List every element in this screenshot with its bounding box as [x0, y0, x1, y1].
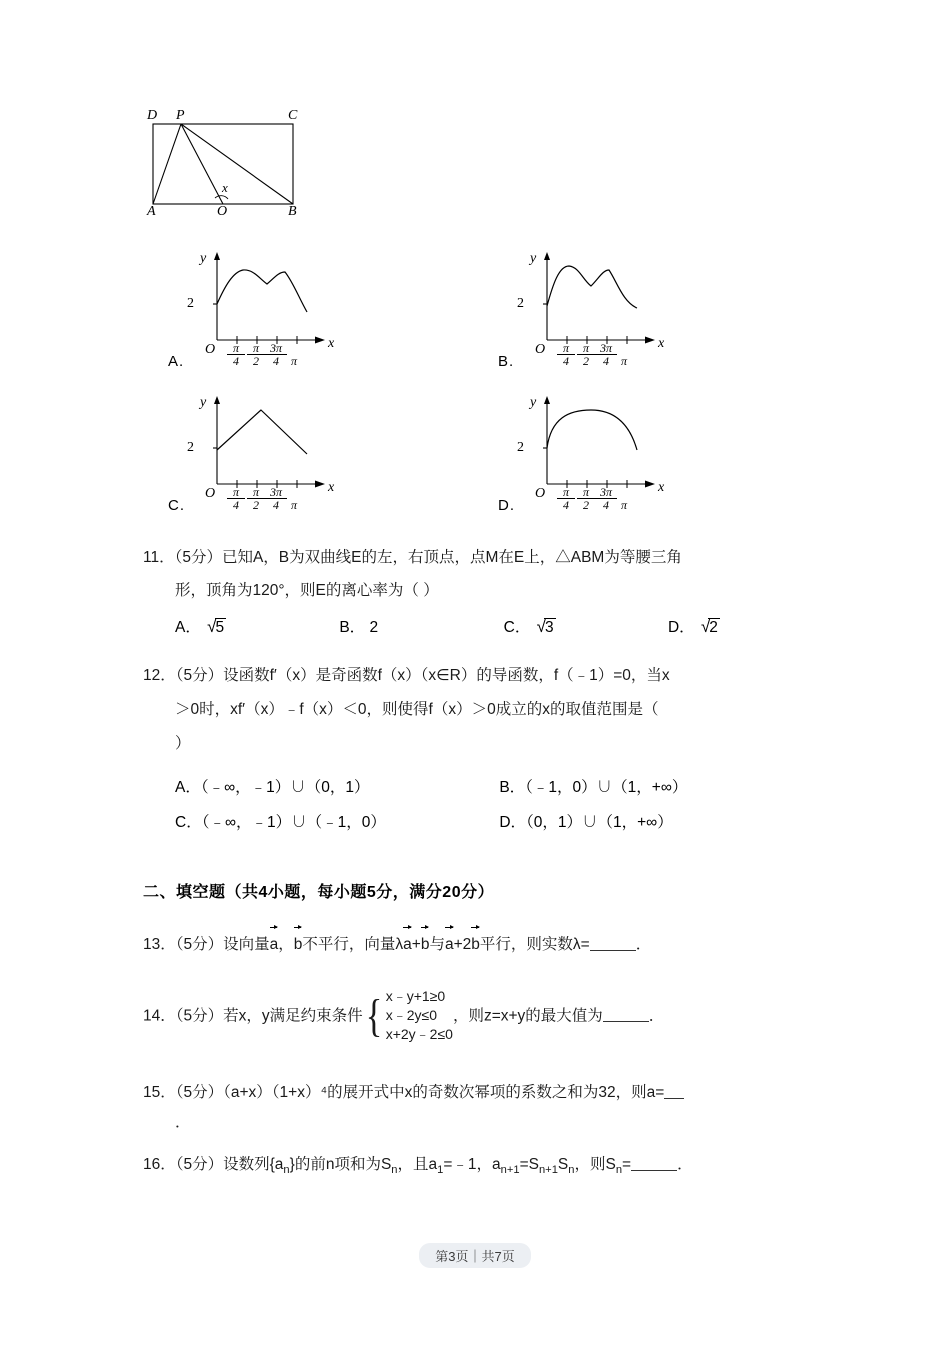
option-d-tick-pi-over-2: π 2: [577, 486, 595, 511]
option-a-tick-pi-over-2: π 2: [247, 342, 265, 367]
q12-choice-d: D．（0，1）∪（1，+∞）: [499, 814, 673, 831]
q11-choice-c-radical: √3: [536, 617, 554, 636]
q12-choice-a: A．（﹣∞，﹣1）∪（0，1）: [175, 779, 370, 796]
option-a-origin-label: O: [205, 342, 216, 357]
vector-a-1: a: [270, 928, 279, 960]
option-b-tick-pi: π: [621, 354, 628, 368]
question-11-choices: [175, 615, 818, 637]
option-a-y-label: y: [200, 251, 207, 266]
answer-blank-16[interactable]: [631, 1155, 677, 1171]
option-d-two-label: 2: [517, 440, 524, 455]
option-graph-a: [165, 248, 485, 378]
option-a-tick-pi-over-4: π 4: [227, 342, 245, 367]
option-c-tick-3pi-over-4: 3π 4: [265, 486, 287, 511]
figure-label-P: P: [176, 108, 185, 123]
question-15-line-2: ．: [175, 1114, 191, 1131]
q12-choice-c: C．（﹣∞，﹣1）∪（﹣1，0）: [175, 814, 386, 831]
question-13: 13．（5分）设向量a，b不平行，向量λa+b与a+2b平行，则实数λ= ．: [143, 928, 651, 960]
option-c-letter: C.: [168, 497, 185, 514]
option-c-tick-pi-over-2: π 2: [247, 486, 265, 511]
question-14: 14．（5分）若x，y满足约束条件 { x﹣y+1≥0 x﹣2y≤0 x+2y﹣2≤0 ，则z=x+y的最大值为 ．: [143, 988, 665, 1042]
option-c-origin-label: O: [205, 486, 216, 501]
option-c-tick-pi: π: [291, 498, 298, 512]
vector-a-3: a: [445, 928, 454, 960]
option-c-two-label: 2: [187, 440, 194, 455]
question-12-line-1: 12．（5分）设函数f′（x）是奇函数f（x）（x∈R）的导函数，f（﹣1）=0，当x: [143, 667, 670, 684]
q11-choice-d-radical: √2: [700, 617, 718, 636]
question-12-line-3: ）: [175, 735, 191, 752]
option-a-tick-pi: π: [291, 354, 298, 368]
option-d-x-label: x: [658, 480, 665, 495]
inequality-system: [363, 987, 453, 1044]
option-d-y-label: y: [530, 395, 537, 410]
option-d-letter: D.: [498, 497, 515, 514]
vector-b-1: b: [294, 928, 303, 960]
option-graph-b: [495, 248, 815, 378]
geometry-figure: [145, 108, 365, 232]
answer-blank-13[interactable]: [590, 935, 636, 951]
sub-n-plus-1: n+1: [500, 1164, 520, 1177]
option-c-tick-pi-over-4: π 4: [227, 486, 245, 511]
figure-label-D: D: [147, 108, 158, 123]
option-b-svg: [525, 248, 715, 363]
section-2-title: 二、填空题（共4小题，每小题5分，满分20分）: [143, 884, 495, 901]
answer-blank-14[interactable]: [603, 1006, 649, 1022]
q11-choice-c: C． √3: [503, 617, 554, 636]
vector-b-3: b: [471, 928, 480, 960]
option-c-svg: [195, 392, 385, 507]
option-b-tick-3pi-over-4: 3π 4: [595, 342, 617, 367]
inequality-2: x﹣2y≤0: [385, 1007, 437, 1023]
option-d-tick-pi-over-4: π 4: [557, 486, 575, 511]
option-a-letter: A.: [168, 353, 185, 370]
question-11-line-2: 形，顶角为120°，则E的离心率为（ ）: [175, 582, 439, 599]
question-12-choices-row-1: [175, 775, 687, 797]
option-b-tick-pi-over-4: π 4: [557, 342, 575, 367]
option-a-two-label: 2: [187, 296, 194, 311]
question-12-line-2: ＞0时，xf′（x）﹣f（x）＜0，则使得f（x）＞0成立的x的取值范围是（: [175, 701, 659, 718]
option-a-x-label: x: [328, 336, 335, 351]
option-b-origin-label: O: [535, 342, 546, 357]
q12-choice-b: B．（﹣1，0）∪（1，+∞）: [499, 779, 688, 796]
q11-choice-d: D． √2: [667, 617, 718, 636]
sub-n-plus-1-b: n+1: [538, 1164, 558, 1177]
option-graph-c: [165, 392, 485, 522]
sub-n-2: n: [391, 1164, 398, 1177]
figure-label-x: x: [222, 180, 228, 195]
option-a-svg: [195, 248, 385, 363]
sub-n-4: n: [615, 1164, 623, 1177]
figure-label-A: A: [147, 204, 156, 219]
figure-label-C: C: [288, 108, 298, 123]
vector-b-2: b: [421, 928, 430, 960]
option-b-letter: B.: [498, 353, 515, 370]
sub-1: 1: [437, 1164, 444, 1177]
question-15-line-1: [143, 1078, 684, 1108]
option-b-x-label: x: [658, 336, 665, 351]
q11-choice-b: B． 2: [339, 619, 379, 636]
q11-choice-a-radical: √5: [207, 617, 225, 636]
question-16: 16．（5分）设数列$\{a_n\}$的前n项和为$S_n$，且$a_1=﹣1$，$a_{n+1}=S_{n+1}S_n$，则$S_n=$ ．: [143, 1156, 693, 1177]
sub-n-1: n: [283, 1164, 290, 1177]
option-d-tick-pi: π: [621, 498, 628, 512]
page-footer: [0, 1243, 950, 1268]
option-a-tick-3pi-over-4: 3π 4: [265, 342, 287, 367]
geometry-figure-svg: [145, 112, 365, 232]
option-b-y-label: y: [530, 251, 537, 266]
answer-blank-15[interactable]: [664, 1083, 684, 1099]
option-d-svg: [525, 392, 715, 507]
option-c-x-label: x: [328, 480, 335, 495]
option-d-origin-label: O: [535, 486, 546, 501]
option-graph-d: [495, 392, 815, 522]
question-15-text: 15．（5分）（a+x）（1+x）⁴的展开式中x的奇数次幂项的系数之和为32，则a=: [143, 1084, 665, 1101]
inequality-3: x+2y﹣2≤0: [385, 1026, 453, 1042]
option-b-tick-pi-over-2: π 2: [577, 342, 595, 367]
q11-choice-a: A． √5: [175, 617, 225, 636]
figure-label-B: B: [288, 204, 297, 219]
figure-label-O: O: [217, 204, 228, 219]
page-number: 第3页｜共7页: [419, 1243, 530, 1268]
option-c-y-label: y: [200, 395, 207, 410]
option-b-two-label: 2: [517, 296, 524, 311]
question-11-line-1: 11．（5分）已知A，B为双曲线E的左，右顶点，点M在E上，△ABM为等腰三角: [143, 549, 682, 566]
option-d-tick-3pi-over-4: 3π 4: [595, 486, 617, 511]
inequality-1: x﹣y+1≥0: [385, 988, 446, 1004]
vector-a-2: a: [403, 928, 412, 960]
question-12-choices-row-2: [175, 810, 673, 832]
brace-icon: {: [365, 989, 382, 1041]
sub-n-3: n: [568, 1164, 575, 1177]
